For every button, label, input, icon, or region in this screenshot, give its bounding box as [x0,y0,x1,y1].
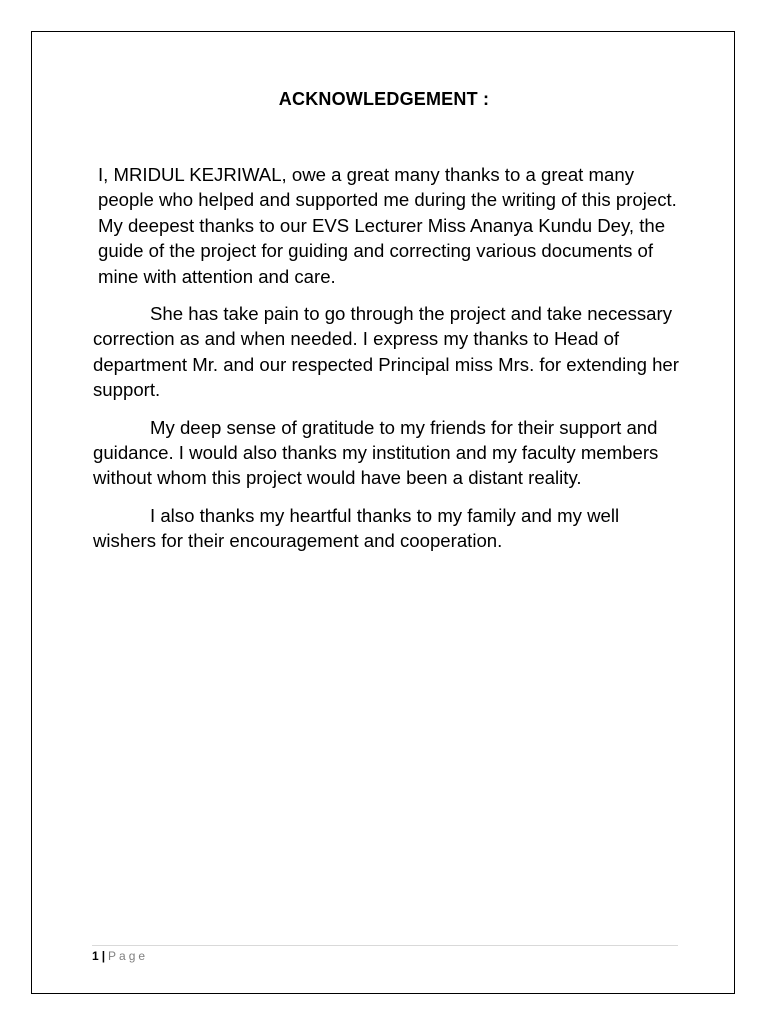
paragraph-1: I, MRIDUL KEJRIWAL, owe a great many thanks to a great many people who helped and supported me during the writing of this project. My deepest thanks to our EVS Lecturer Miss Ananya Kundu Dey, the guide of the project for guiding and correcting various documents of mine with attention and care. [98,164,677,287]
paragraph-4: I also thanks my heartful thanks to my family and my well wishers for their encouragement and cooperation. [93,504,620,552]
paragraph-2: She has take pain to go through the project and take necessary correction as and when needed. I express my thanks to Head of department Mr. and our respected Principal miss Mrs. for extending her support. [93,303,679,401]
footer-divider [92,945,678,946]
page-number: 1 [92,949,99,963]
page-separator: | [101,949,106,963]
page-footer [92,948,148,964]
document-body [93,162,683,566]
page-title: ACKNOWLEDGEMENT : [278,89,490,109]
page-label: Page [108,949,149,963]
paragraph-3: My deep sense of gratitude to my friends for their support and guidance. I would also thanks my institution and my faculty members without whom this project would have been a distant reality. [93,416,659,489]
